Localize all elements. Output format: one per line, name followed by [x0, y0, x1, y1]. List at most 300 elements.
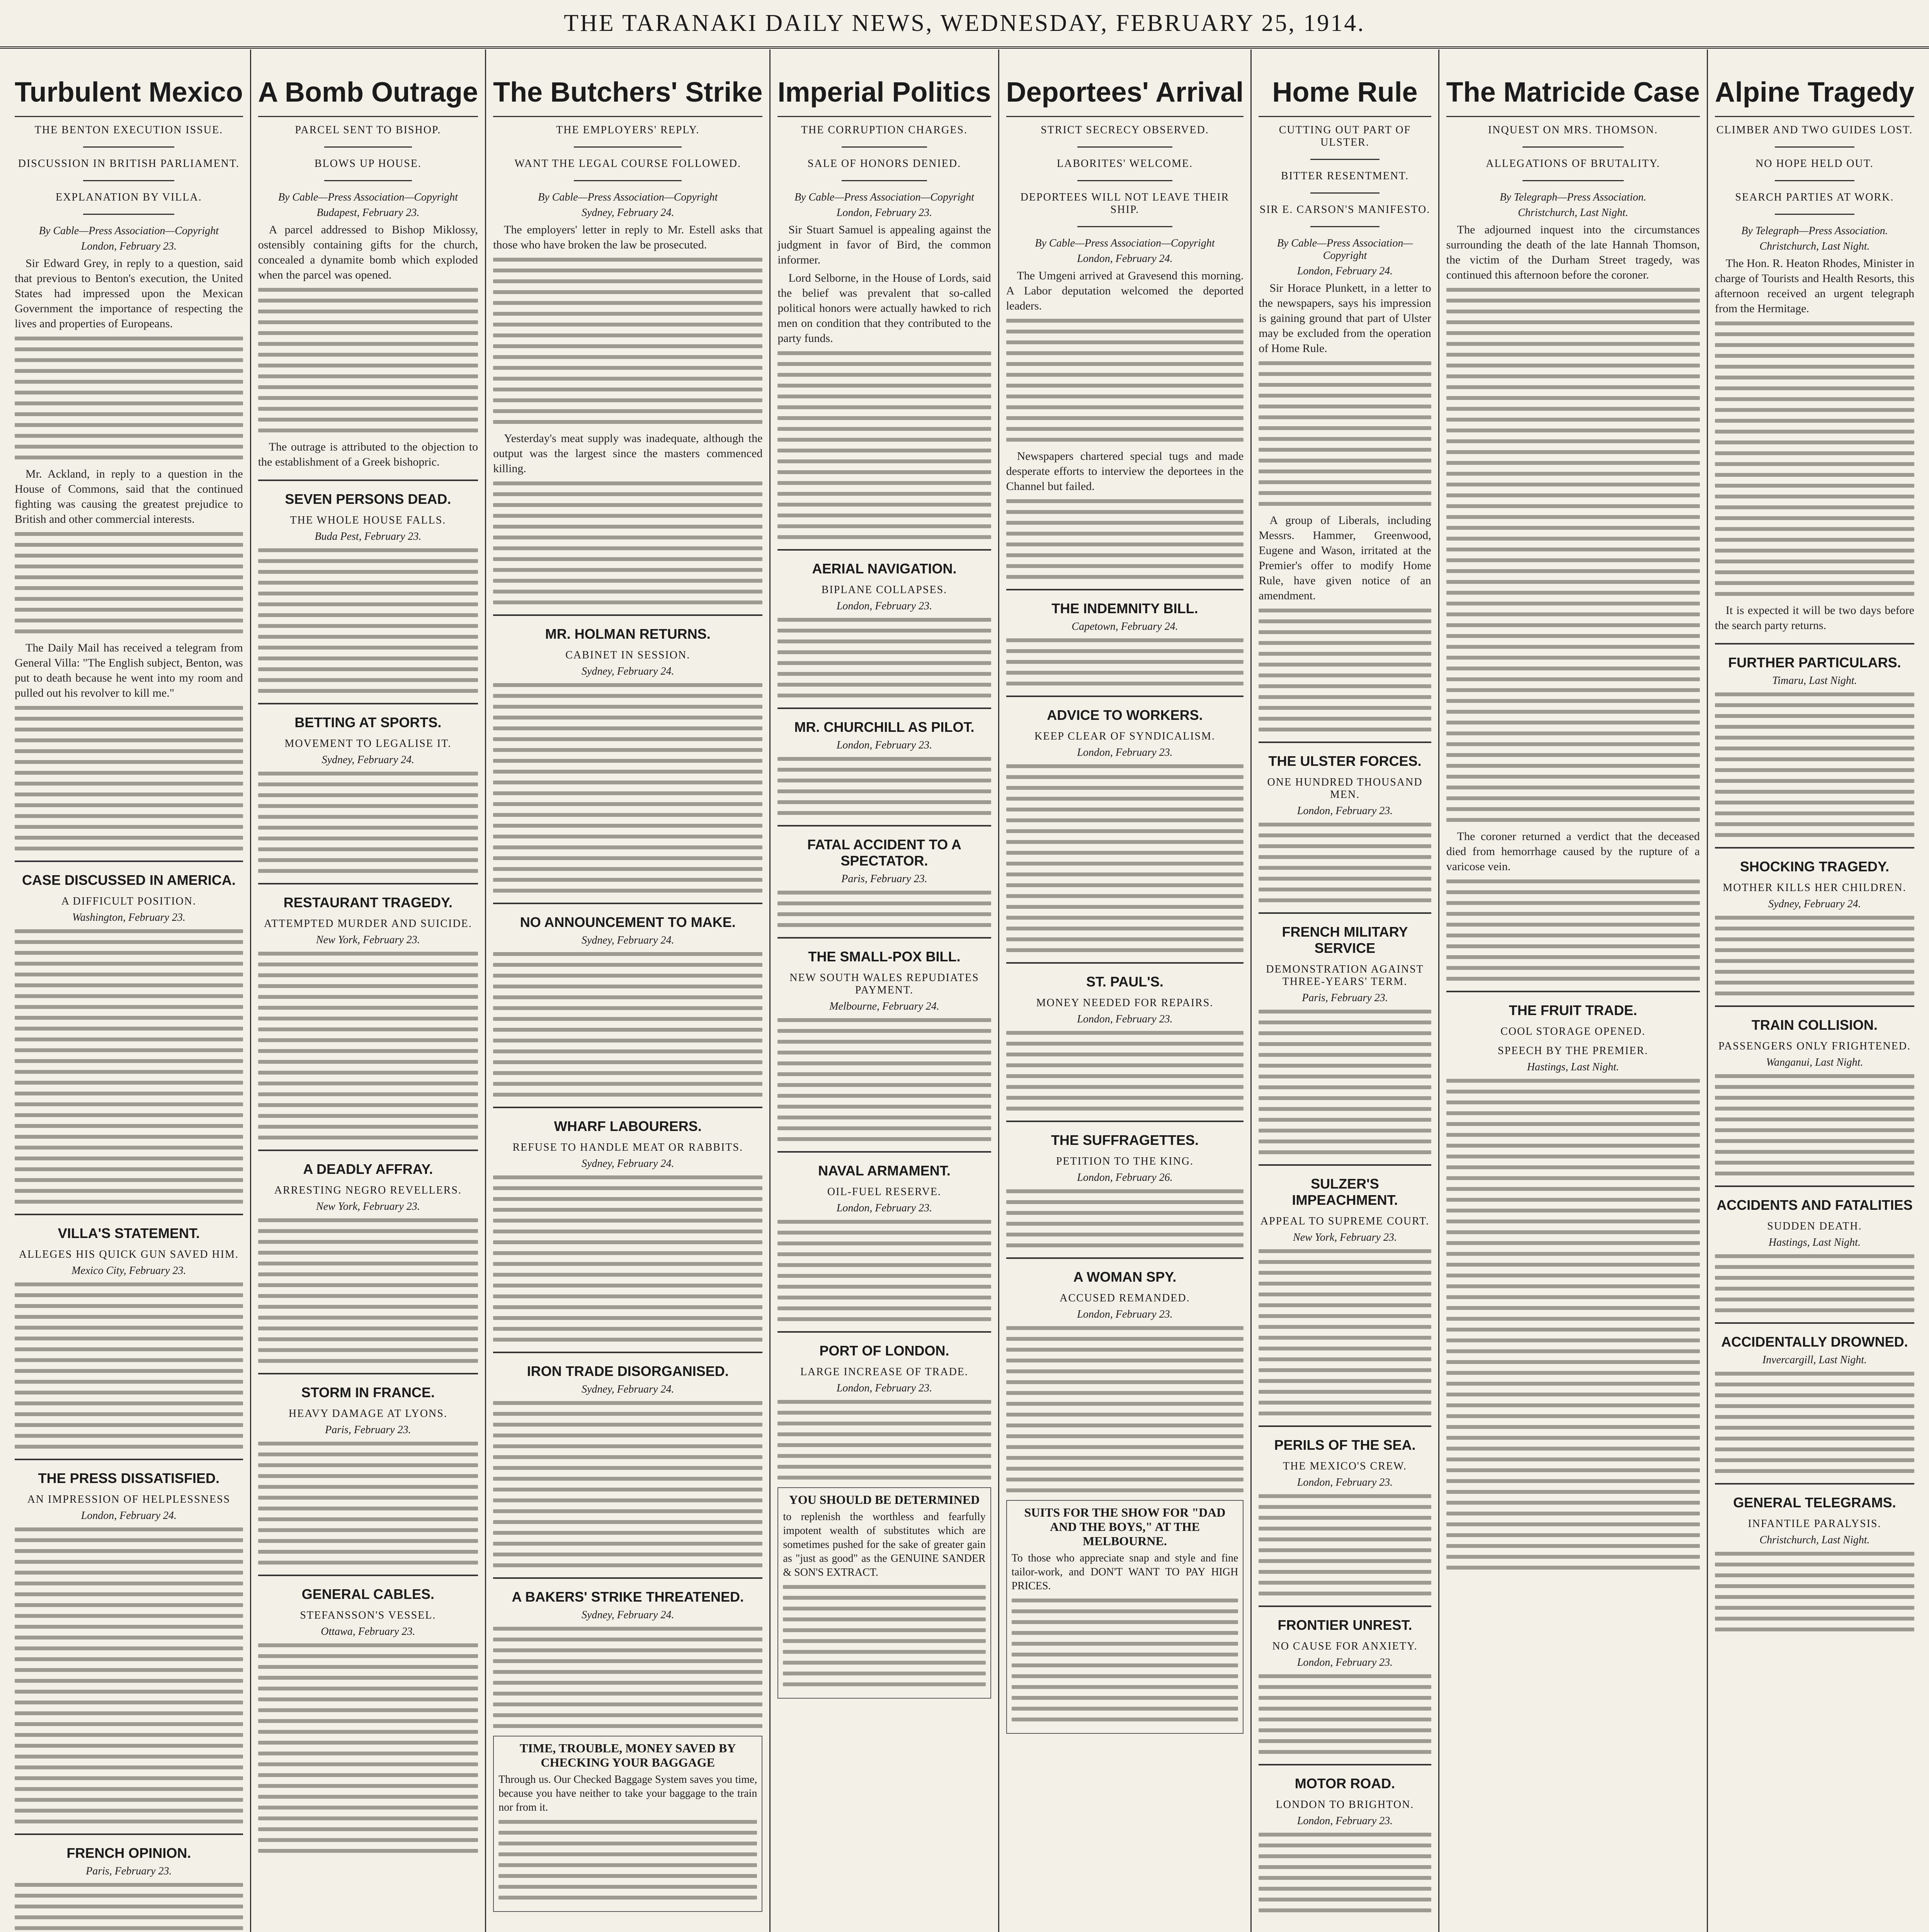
paragraph: The Hon. R. Heaton Rhodes, Minister in charge of Tourists and Health Resorts, this afternoon received an urgent telegraph from the Hermitage.	[1715, 257, 1914, 315]
columns-area	[8, 49, 1921, 1932]
story-heading: BETTING AT SPORTS.	[294, 714, 442, 731]
text-block	[1259, 1010, 1431, 1154]
subhead: THE CORRUPTION CHARGES.	[801, 124, 968, 136]
story-heading: ST. PAUL'S.	[1086, 974, 1164, 990]
advertisement-suits	[1006, 1500, 1244, 1734]
section-divider	[1715, 1483, 1914, 1485]
section-divider	[258, 703, 478, 704]
text-block	[15, 706, 243, 850]
dateline: London, February 23.	[836, 207, 932, 219]
story-heading: WHARF LABOURERS.	[554, 1118, 702, 1134]
dateline: Christchurch, Last Night.	[1518, 207, 1628, 219]
paragraph: The Daily Mail has received a telegram from General Villa: "The English subject, Benton, was put to death because he went into my room and pulled out his revolver to kill me."	[15, 641, 243, 700]
story-subhead: NEW SOUTH WALES REPUDIATES PAYMENT.	[789, 972, 979, 997]
story-subhead: ACCUSED REMANDED.	[1060, 1292, 1190, 1304]
story-heading: RESTAURANT TRAGEDY.	[283, 895, 453, 911]
column-6	[1252, 49, 1439, 1932]
section-divider	[258, 1575, 478, 1576]
subhead: ALLEGATIONS OF BRUTALITY.	[1486, 158, 1660, 170]
text-block	[498, 1820, 757, 1900]
text-block	[1715, 321, 1914, 596]
story-dateline: Sydney, February 24.	[581, 934, 674, 947]
section-divider	[777, 707, 991, 709]
section-divider	[777, 1331, 991, 1333]
column-heading: The Matricide Case	[1446, 68, 1700, 117]
story-subhead: BIPLANE COLLAPSES.	[821, 584, 947, 596]
lead-line: By Cable—Press Association—Copyright	[538, 191, 718, 204]
story-dateline: Timaru, Last Night.	[1772, 675, 1857, 687]
paragraph: A group of Liberals, including Messrs. Hammer, Greenwood, Eugene and Wason, irritated at the Premier's offer to modify Home Rule, have given notice of an amendment.	[1259, 514, 1431, 602]
section-divider	[1715, 1005, 1914, 1007]
subhead: SEARCH PARTIES AT WORK.	[1735, 191, 1894, 204]
section-divider	[1446, 991, 1700, 992]
paragraph: Sir Edward Grey, in reply to a question, said that previous to Benton's execution, the United States had impressed upon the Mexican Government the importance of respecting the lives and properties of Europeans.	[15, 257, 243, 330]
story-dateline: Buda Pest, February 23.	[315, 531, 422, 543]
story-dateline: London, February 23.	[836, 600, 932, 612]
story-dateline: London, February 23.	[1077, 747, 1173, 759]
story-dateline: Hastings, Last Night.	[1527, 1061, 1619, 1073]
story-subhead: SUDDEN DEATH.	[1767, 1220, 1862, 1233]
section-divider	[1006, 696, 1244, 697]
text-block	[493, 1401, 762, 1567]
subhead: CLIMBER AND TWO GUIDES LOST.	[1716, 124, 1913, 136]
paragraph: Newspapers chartered special tugs and made desperate efforts to interview the deportees in the Channel but failed.	[1006, 450, 1244, 493]
text-block	[1446, 879, 1700, 981]
story-subhead: ARRESTING NEGRO REVELLERS.	[274, 1184, 462, 1197]
story-heading: SHOCKING TRAGEDY.	[1740, 859, 1889, 875]
story-heading: THE SUFFRAGETTES.	[1051, 1132, 1199, 1148]
masthead	[0, 0, 1929, 49]
story-heading: THE PRESS DISSATISFIED.	[38, 1470, 220, 1486]
subhead: CUTTING OUT PART OF ULSTER.	[1279, 124, 1411, 149]
text-block	[1259, 1674, 1431, 1754]
masthead-title: THE TARANAKI DAILY NEWS, WEDNESDAY, FEBRUARY 25, 1914.	[564, 10, 1365, 36]
story-dateline: Sydney, February 24.	[1768, 898, 1861, 910]
paragraph: The employers' letter in reply to Mr. Estell asks that those who have broken the law be prosecuted.	[493, 223, 763, 252]
section-divider	[493, 903, 762, 904]
divider	[1077, 146, 1172, 148]
section-divider	[493, 1107, 762, 1108]
paragraph: The coroner returned a verdict that the deceased died from hemorrhage caused by the rupture of a varicose vein.	[1446, 830, 1700, 873]
text-block	[1259, 823, 1431, 902]
text-block	[258, 952, 478, 1139]
text-block	[493, 258, 762, 424]
story-heading: GENERAL TELEGRAMS.	[1733, 1495, 1896, 1511]
story-heading: NAVAL ARMAMENT.	[818, 1163, 951, 1179]
text-block	[15, 1282, 243, 1449]
story-heading: SULZER'S IMPEACHMENT.	[1292, 1176, 1398, 1208]
text-block	[15, 1527, 243, 1823]
text-block	[493, 952, 762, 1097]
paragraph: A parcel addressed to Bishop Miklossy, ostensibly containing gifts for the church, concealed a dynamite bomb which exploded when the parcel was opened.	[258, 223, 478, 282]
text-block	[777, 351, 991, 539]
section-divider	[1259, 1764, 1431, 1765]
story-dateline: Hastings, Last Night.	[1768, 1236, 1861, 1249]
story-subhead: THE WHOLE HOUSE FALLS.	[290, 514, 446, 527]
section-divider	[493, 1577, 762, 1579]
column-heading: Turbulent Mexico	[15, 68, 243, 117]
story-dateline: Capetown, February 24.	[1072, 621, 1178, 633]
story-heading: FRENCH OPINION.	[66, 1845, 191, 1861]
story-dateline: London, February 23.	[836, 1382, 932, 1395]
dateline: Christchurch, Last Night.	[1759, 240, 1870, 253]
story-subhead: THE MEXICO'S CREW.	[1283, 1460, 1407, 1473]
ad-title: YOU SHOULD BE DETERMINED	[789, 1493, 980, 1507]
divider	[324, 180, 412, 181]
column-heading: The Butchers' Strike	[493, 68, 762, 117]
divider	[1310, 192, 1380, 194]
story-heading: AERIAL NAVIGATION.	[812, 561, 957, 577]
text-block	[1259, 1494, 1431, 1595]
text-block	[777, 1400, 991, 1480]
divider	[574, 146, 682, 148]
story-heading: FRONTIER UNREST.	[1277, 1617, 1412, 1633]
story-subhead: KEEP CLEAR OF SYNDICALISM.	[1034, 730, 1215, 743]
story-heading: MR. HOLMAN RETURNS.	[545, 626, 711, 642]
story-dateline: Paris, February 23.	[86, 1865, 172, 1878]
text-block	[1715, 1372, 1914, 1473]
text-block	[258, 548, 478, 693]
dateline: Budapest, February 23.	[316, 207, 420, 219]
column-heading: Home Rule	[1259, 68, 1431, 117]
dateline: London, February 24.	[1297, 265, 1393, 277]
column-heading: Alpine Tragedy	[1715, 68, 1914, 117]
story-dateline: London, February 23.	[1077, 1308, 1173, 1321]
story-dateline: London, February 23.	[1077, 1013, 1173, 1026]
divider	[574, 180, 682, 181]
story-subhead: MOVEMENT TO LEGALISE IT.	[284, 738, 452, 750]
story-subhead: OIL-FUEL RESERVE.	[827, 1186, 942, 1198]
section-divider	[1715, 1185, 1914, 1187]
text-block	[1012, 1599, 1238, 1721]
subhead: EXPLANATION BY VILLA.	[55, 191, 202, 204]
section-divider	[258, 883, 478, 884]
text-block	[1006, 319, 1244, 442]
text-block	[493, 1627, 762, 1728]
dateline: Sydney, February 24.	[581, 207, 674, 219]
section-divider	[1259, 1164, 1431, 1166]
story-dateline: Paris, February 23.	[325, 1424, 411, 1436]
paragraph: The Umgeni arrived at Gravesend this morning. A Labor deputation welcomed the deported leaders.	[1006, 269, 1244, 313]
lead-line: By Cable—Press Association—Copyright	[1277, 237, 1413, 262]
text-block	[1259, 361, 1431, 506]
ad-text: To those who appreciate snap and style and fine tailor-work, and DON'T WANT TO PAY HIGH PRICES.	[1011, 1552, 1238, 1592]
story-subhead: ONE HUNDRED THOUSAND MEN.	[1267, 776, 1423, 801]
text-block	[777, 618, 991, 697]
section-divider	[15, 1214, 243, 1215]
paragraph: The outrage is attributed to the objection to the establishment of a Greek bishopric.	[258, 440, 478, 469]
lead-line: By Cable—Press Association—Copyright	[278, 191, 458, 204]
section-divider	[1006, 962, 1244, 964]
ad-text: Through us. Our Checked Baggage System saves you time, because you have neither to take your baggage to the train nor from it.	[498, 1774, 757, 1814]
section-divider	[15, 1833, 243, 1835]
story-dateline: London, February 23.	[1297, 805, 1393, 817]
paragraph: Sir Horace Plunkett, in a letter to the newspapers, says his impression is gaining ground that part of Ulster may be excluded from the operation of Home Rule.	[1259, 282, 1431, 355]
text-block	[1715, 916, 1914, 995]
section-divider	[15, 861, 243, 862]
subhead: BLOWS UP HOUSE.	[314, 158, 422, 170]
paragraph: Yesterday's meat supply was inadequate, although the output was the largest since the masters commenced killing.	[493, 432, 763, 475]
divider	[842, 146, 927, 148]
section-divider	[777, 825, 991, 827]
story-subhead: LONDON TO BRIGHTON.	[1276, 1799, 1414, 1811]
dateline: London, February 23.	[81, 240, 177, 253]
subhead: INQUEST ON MRS. THOMSON.	[1488, 124, 1658, 136]
subhead: BITTER RESENTMENT.	[1281, 170, 1409, 182]
story-heading: THE SMALL-POX BILL.	[808, 949, 961, 965]
story-subhead: APPEAL TO SUPREME COURT.	[1260, 1215, 1430, 1228]
story-heading: GENERAL CABLES.	[301, 1586, 435, 1602]
text-block	[493, 481, 762, 604]
text-block	[1006, 638, 1244, 685]
text-block	[1259, 609, 1431, 731]
story-subhead: ALLEGES HIS QUICK GUN SAVED HIM.	[19, 1248, 239, 1261]
story-heading: TRAIN COLLISION.	[1751, 1017, 1878, 1033]
text-block	[783, 1585, 985, 1686]
story-subhead: PASSENGERS ONLY FRIGHTENED.	[1718, 1040, 1911, 1053]
story-dateline: London, February 23.	[836, 1202, 932, 1214]
column-3	[486, 49, 771, 1932]
subhead: NO HOPE HELD OUT.	[1755, 158, 1874, 170]
subhead: DISCUSSION IN BRITISH PARLIAMENT.	[18, 158, 240, 170]
story-subhead: NO CAUSE FOR ANXIETY.	[1272, 1640, 1418, 1653]
story-dateline: London, February 23.	[1297, 1815, 1393, 1827]
story-heading: THE INDEMNITY BILL.	[1051, 600, 1198, 617]
divider	[1775, 180, 1854, 181]
story-heading: VILLA'S STATEMENT.	[58, 1225, 200, 1242]
section-divider	[1715, 1322, 1914, 1324]
text-block	[15, 929, 243, 1204]
divider	[83, 146, 174, 148]
divider	[324, 146, 412, 148]
lead-line: By Telegraph—Press Association.	[1500, 191, 1647, 204]
story-subhead: STEFANSSON'S VESSEL.	[300, 1609, 436, 1622]
story-dateline: Melbourne, February 24.	[829, 1000, 939, 1013]
story-subhead: LARGE INCREASE OF TRADE.	[800, 1366, 968, 1378]
lead-line: By Cable—Press Association—Copyright	[39, 225, 219, 237]
story-subhead: PETITION TO THE KING.	[1056, 1155, 1194, 1168]
text-block	[777, 757, 991, 815]
story-heading: A WOMAN SPY.	[1073, 1269, 1177, 1285]
story-dateline: Christchurch, Last Night.	[1759, 1534, 1870, 1546]
section-divider	[1006, 1121, 1244, 1122]
column-5	[999, 49, 1252, 1932]
story-subhead: SPEECH BY THE PREMIER.	[1498, 1045, 1648, 1057]
subhead: SALE OF HONORS DENIED.	[807, 158, 961, 170]
divider	[1522, 180, 1624, 181]
story-heading: STORM IN FRANCE.	[301, 1384, 435, 1401]
text-block	[15, 337, 243, 459]
story-subhead: REFUSE TO HANDLE MEAT OR RABBITS.	[512, 1141, 743, 1154]
story-subhead: HEAVY DAMAGE AT LYONS.	[288, 1408, 447, 1420]
text-block	[258, 288, 478, 432]
story-heading: SEVEN PERSONS DEAD.	[285, 491, 451, 507]
subhead: THE EMPLOYERS' REPLY.	[556, 124, 700, 136]
section-divider	[258, 1150, 478, 1151]
text-block	[777, 891, 991, 927]
story-dateline: Washington, February 23.	[72, 912, 185, 924]
advertisement-extract	[777, 1487, 991, 1699]
story-dateline: New York, February 23.	[316, 934, 420, 946]
section-divider	[1715, 847, 1914, 849]
ad-title: SUITS FOR THE SHOW FOR "DAD AND THE BOYS," AT THE MELBOURNE.	[1024, 1505, 1226, 1548]
paragraph: Mr. Ackland, in reply to a question in the House of Commons, said that the continued fighting was causing the greatest prejudice to British and other commercial interests.	[15, 468, 243, 526]
story-dateline: Sydney, February 24.	[581, 1158, 674, 1170]
story-dateline: Wanganui, Last Night.	[1766, 1056, 1863, 1069]
story-dateline: Paris, February 23.	[841, 873, 927, 885]
story-dateline: Sydney, February 24.	[322, 754, 415, 766]
section-divider	[1715, 643, 1914, 645]
column-7	[1439, 49, 1708, 1932]
subhead: SIR E. CARSON'S MANIFESTO.	[1259, 204, 1431, 216]
story-dateline: Sydney, February 24.	[581, 1609, 674, 1621]
story-heading: PORT OF LONDON.	[819, 1343, 949, 1359]
text-block	[493, 1175, 762, 1342]
section-divider	[1006, 1257, 1244, 1259]
story-dateline: London, February 26.	[1077, 1172, 1173, 1184]
text-block	[258, 1218, 478, 1363]
story-dateline: New York, February 23.	[1293, 1231, 1397, 1244]
story-heading: ADVICE TO WORKERS.	[1047, 707, 1203, 723]
column-heading: Imperial Politics	[777, 68, 991, 117]
section-divider	[493, 1352, 762, 1353]
story-subhead: CABINET IN SESSION.	[565, 649, 691, 662]
story-dateline: London, February 23.	[836, 739, 932, 752]
story-heading: ACCIDENTALLY DROWNED.	[1721, 1334, 1908, 1350]
lead-line: By Cable—Press Association—Copyright	[1035, 237, 1215, 250]
column-4	[771, 49, 999, 1932]
story-subhead: MOTHER KILLS HER CHILDREN.	[1723, 882, 1907, 894]
paragraph: It is expected it will be two days before the search party returns.	[1715, 604, 1914, 632]
lead-line: By Cable—Press Association—Copyright	[794, 191, 975, 204]
story-dateline: Mexico City, February 23.	[71, 1265, 186, 1277]
text-block	[1006, 764, 1244, 952]
text-block	[1006, 1189, 1244, 1247]
story-subhead: DEMONSTRATION AGAINST THREE-YEARS' TERM.	[1266, 963, 1424, 988]
section-divider	[1259, 912, 1431, 914]
advertisement-baggage	[493, 1736, 762, 1912]
text-block	[1259, 1833, 1431, 1912]
text-block	[1446, 288, 1700, 822]
column-8	[1708, 49, 1921, 1932]
divider	[1775, 214, 1854, 215]
subhead: DEPORTEES WILL NOT LEAVE THEIR SHIP.	[1020, 191, 1230, 216]
story-dateline: London, February 23.	[1297, 1476, 1393, 1489]
story-dateline: Paris, February 23.	[1302, 992, 1388, 1004]
story-dateline: Invercargill, Last Night.	[1762, 1354, 1867, 1366]
text-block	[777, 1220, 991, 1321]
divider	[83, 180, 174, 181]
text-block	[1715, 692, 1914, 837]
ad-title: TIME, TROUBLE, MONEY SAVED BY CHECKING YOUR BAGGAGE	[519, 1741, 736, 1770]
paragraph: The adjourned inquest into the circumstances surrounding the death of the late Hannah Thomson, the victim of the Durham Street tragedy, was continued this afternoon before the coroner.	[1446, 223, 1700, 282]
section-divider	[777, 549, 991, 551]
story-heading: IRON TRADE DISORGANISED.	[527, 1363, 729, 1379]
divider	[83, 214, 174, 215]
story-heading: ACCIDENTS AND FATALITIES	[1716, 1197, 1913, 1213]
story-subhead: A DIFFICULT POSITION.	[61, 895, 196, 908]
paragraph: Sir Stuart Samuel is appealing against the judgment in favor of Bird, the common informer.	[777, 223, 991, 267]
story-dateline: Ottawa, February 23.	[321, 1626, 415, 1638]
text-block	[1446, 1079, 1700, 1570]
text-block	[777, 1018, 991, 1141]
text-block	[258, 772, 478, 873]
story-heading: NO ANNOUNCEMENT TO MAKE.	[520, 914, 736, 930]
section-divider	[1259, 742, 1431, 743]
text-block	[258, 1643, 478, 1853]
lead-line: By Telegraph—Press Association.	[1741, 225, 1888, 237]
story-dateline: Sydney, February 24.	[581, 1383, 674, 1396]
story-heading: THE ULSTER FORCES.	[1268, 753, 1422, 769]
section-divider	[1006, 589, 1244, 590]
text-block	[1259, 1249, 1431, 1415]
story-dateline: New York, February 23.	[316, 1201, 420, 1213]
divider	[1522, 146, 1624, 148]
divider	[1077, 226, 1172, 227]
subhead: PARCEL SENT TO BISHOP.	[295, 124, 441, 136]
story-heading: CASE DISCUSSED IN AMERICA.	[22, 872, 236, 888]
section-divider	[777, 937, 991, 939]
story-heading: THE FRUIT TRADE.	[1509, 1002, 1637, 1019]
text-block	[258, 1442, 478, 1565]
section-divider	[777, 1151, 991, 1153]
divider	[1310, 226, 1380, 227]
story-heading: A DEADLY AFFRAY.	[303, 1161, 433, 1177]
text-block	[1006, 1031, 1244, 1111]
story-heading: PERILS OF THE SEA.	[1274, 1437, 1416, 1453]
story-heading: FRENCH MILITARY SERVICE	[1282, 924, 1408, 956]
column-heading: Deportees' Arrival	[1006, 68, 1244, 117]
story-heading: A BAKERS' STRIKE THREATENED.	[512, 1589, 744, 1605]
dateline: London, February 24.	[1077, 253, 1173, 265]
story-heading: FURTHER PARTICULARS.	[1728, 655, 1901, 671]
story-dateline: London, February 23.	[1297, 1656, 1393, 1669]
story-subhead: MONEY NEEDED FOR REPAIRS.	[1036, 997, 1214, 1009]
story-subhead: INFANTILE PARALYSIS.	[1748, 1518, 1881, 1530]
text-block	[493, 683, 762, 893]
story-subhead: ATTEMPTED MURDER AND SUICIDE.	[264, 918, 472, 930]
story-heading: MOTOR ROAD.	[1295, 1776, 1395, 1792]
subhead: STRICT SECRECY OBSERVED.	[1041, 124, 1209, 136]
divider	[1077, 180, 1172, 181]
story-subhead: AN IMPRESSION OF HELPLESSNESS	[27, 1493, 231, 1506]
column-1	[8, 49, 251, 1932]
section-divider	[493, 614, 762, 616]
divider	[1775, 146, 1854, 148]
story-heading: FATAL ACCIDENT TO A SPECTATOR.	[807, 837, 961, 869]
text-block	[1715, 1074, 1914, 1175]
divider	[1310, 159, 1380, 160]
section-divider	[15, 1459, 243, 1460]
text-block	[1715, 1254, 1914, 1312]
story-heading: MR. CHURCHILL AS PILOT.	[794, 719, 975, 735]
column-heading: A Bomb Outrage	[258, 68, 478, 117]
text-block	[15, 1883, 243, 1932]
section-divider	[1259, 1605, 1431, 1607]
subhead: WANT THE LEGAL COURSE FOLLOWED.	[514, 158, 741, 170]
section-divider	[258, 1373, 478, 1374]
text-block	[15, 532, 243, 633]
section-divider	[258, 480, 478, 481]
subhead: THE BENTON EXECUTION ISSUE.	[34, 124, 223, 136]
text-block	[1006, 1326, 1244, 1492]
paragraph: Lord Selborne, in the House of Lords, said the belief was prevalent that so-called political honors were actually hawked to rich men on condition that they contributed to the party funds.	[777, 272, 991, 345]
divider	[842, 180, 927, 181]
text-block	[1715, 1552, 1914, 1631]
story-dateline: Sydney, February 24.	[581, 665, 674, 678]
subhead: LABORITES' WELCOME.	[1056, 158, 1193, 170]
story-subhead: COOL STORAGE OPENED.	[1500, 1026, 1646, 1038]
